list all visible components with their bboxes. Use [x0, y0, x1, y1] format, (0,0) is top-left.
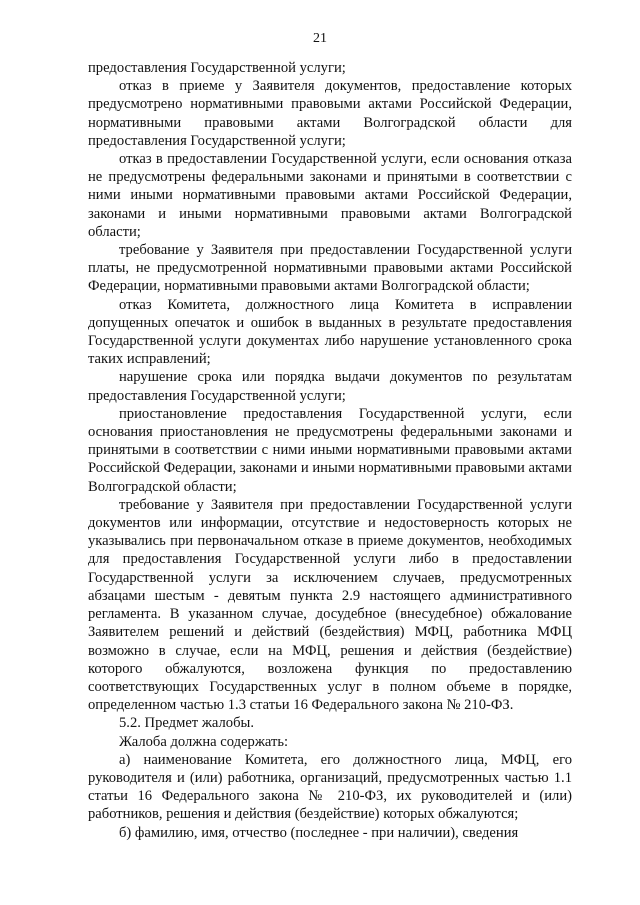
- paragraph-suspension: приостановление предоставления Государственной услуги, если основания приостановления не предусмотрены федеральными законами и принятыми в соответствии с ними иными нормативными правовыми актами Российской Федерации, законами и иными нормативными правовыми актами Волгоградской области;: [88, 405, 572, 495]
- paragraph-document-requirement: требование у Заявителя при предоставлении Государственной услуги документов или информации, отсутствие и недостоверность которых не указывались при первоначальном отказе в приеме документов, необходимых для предоставления Государственной услуги либо в предоставлении Государственной услуги за исключением случаев, предусмотренных абзацами шестым - девятым пункта 2.9 настоящего административного регламента. В указанном случае, досудебное (внесудебное) обжалование Заявителем решений и действий (бездействия) МФЦ, работника МФЦ возможно в случае, если на МФЦ, решения и действия (бездействие) которого обжалуются, возложена функция по предоставлению соответствующих Государственных услуг в полном объеме в порядке, определенном частью 1.3 статьи 16 Федерального закона № 210-ФЗ.: [88, 496, 572, 714]
- paragraph-continuation: предоставления Государственной услуги;: [88, 60, 346, 76]
- paragraph-issue-deadline: нарушение срока или порядка выдачи документов по результатам предоставления Государственной услуги;: [88, 369, 572, 404]
- paragraph-refusal-acceptance: отказ в приеме у Заявителя документов, предоставление которых предусмотрено нормативными правовыми актами Российской Федерации, нормативными правовыми актами Волгоградской области для предоставления Государственной услуги;: [88, 78, 572, 149]
- paragraph-fee-requirement: требование у Заявителя при предоставлении Государственной услуги платы, не предусмотренной нормативными правовыми актами Российской Федерации, нормативными правовыми актами Волгоградской области;: [88, 242, 572, 295]
- list-item-b: б) фамилию, имя, отчество (последнее - при наличии), сведения: [119, 824, 519, 841]
- section-heading-5-2: 5.2. Предмет жалобы.: [119, 715, 254, 732]
- paragraph-correction-refusal: отказ Комитета, должностного лица Комитета в исправлении допущенных опечаток и ошибок в выданных в результате предоставления Государственной услуги документах либо нарушение установленного срока таких исправлений;: [88, 296, 572, 368]
- paragraph-complaint-contents: Жалоба должна содержать:: [119, 733, 289, 750]
- list-item-a: а) наименование Комитета, его должностного лица, МФЦ, его руководителя и (или) работника, организаций, предусмотренных частью 1.1 статьи 16 Федерального закона № 210-ФЗ, их руководителей и (или) работников, решения и действия (бездействие) которых обжалуются;: [88, 751, 572, 823]
- paragraph-refusal-provision: отказ в предоставлении Государственной услуги, если основания отказа не предусмотрены федеральными законами и принятыми в соответствии с ними иными нормативными правовыми актами Российской Федерации, законами и иными нормативными правовыми актами Волгоградской области;: [88, 151, 572, 240]
- page-number: 21: [313, 31, 327, 46]
- document-body: [88, 59, 572, 842]
